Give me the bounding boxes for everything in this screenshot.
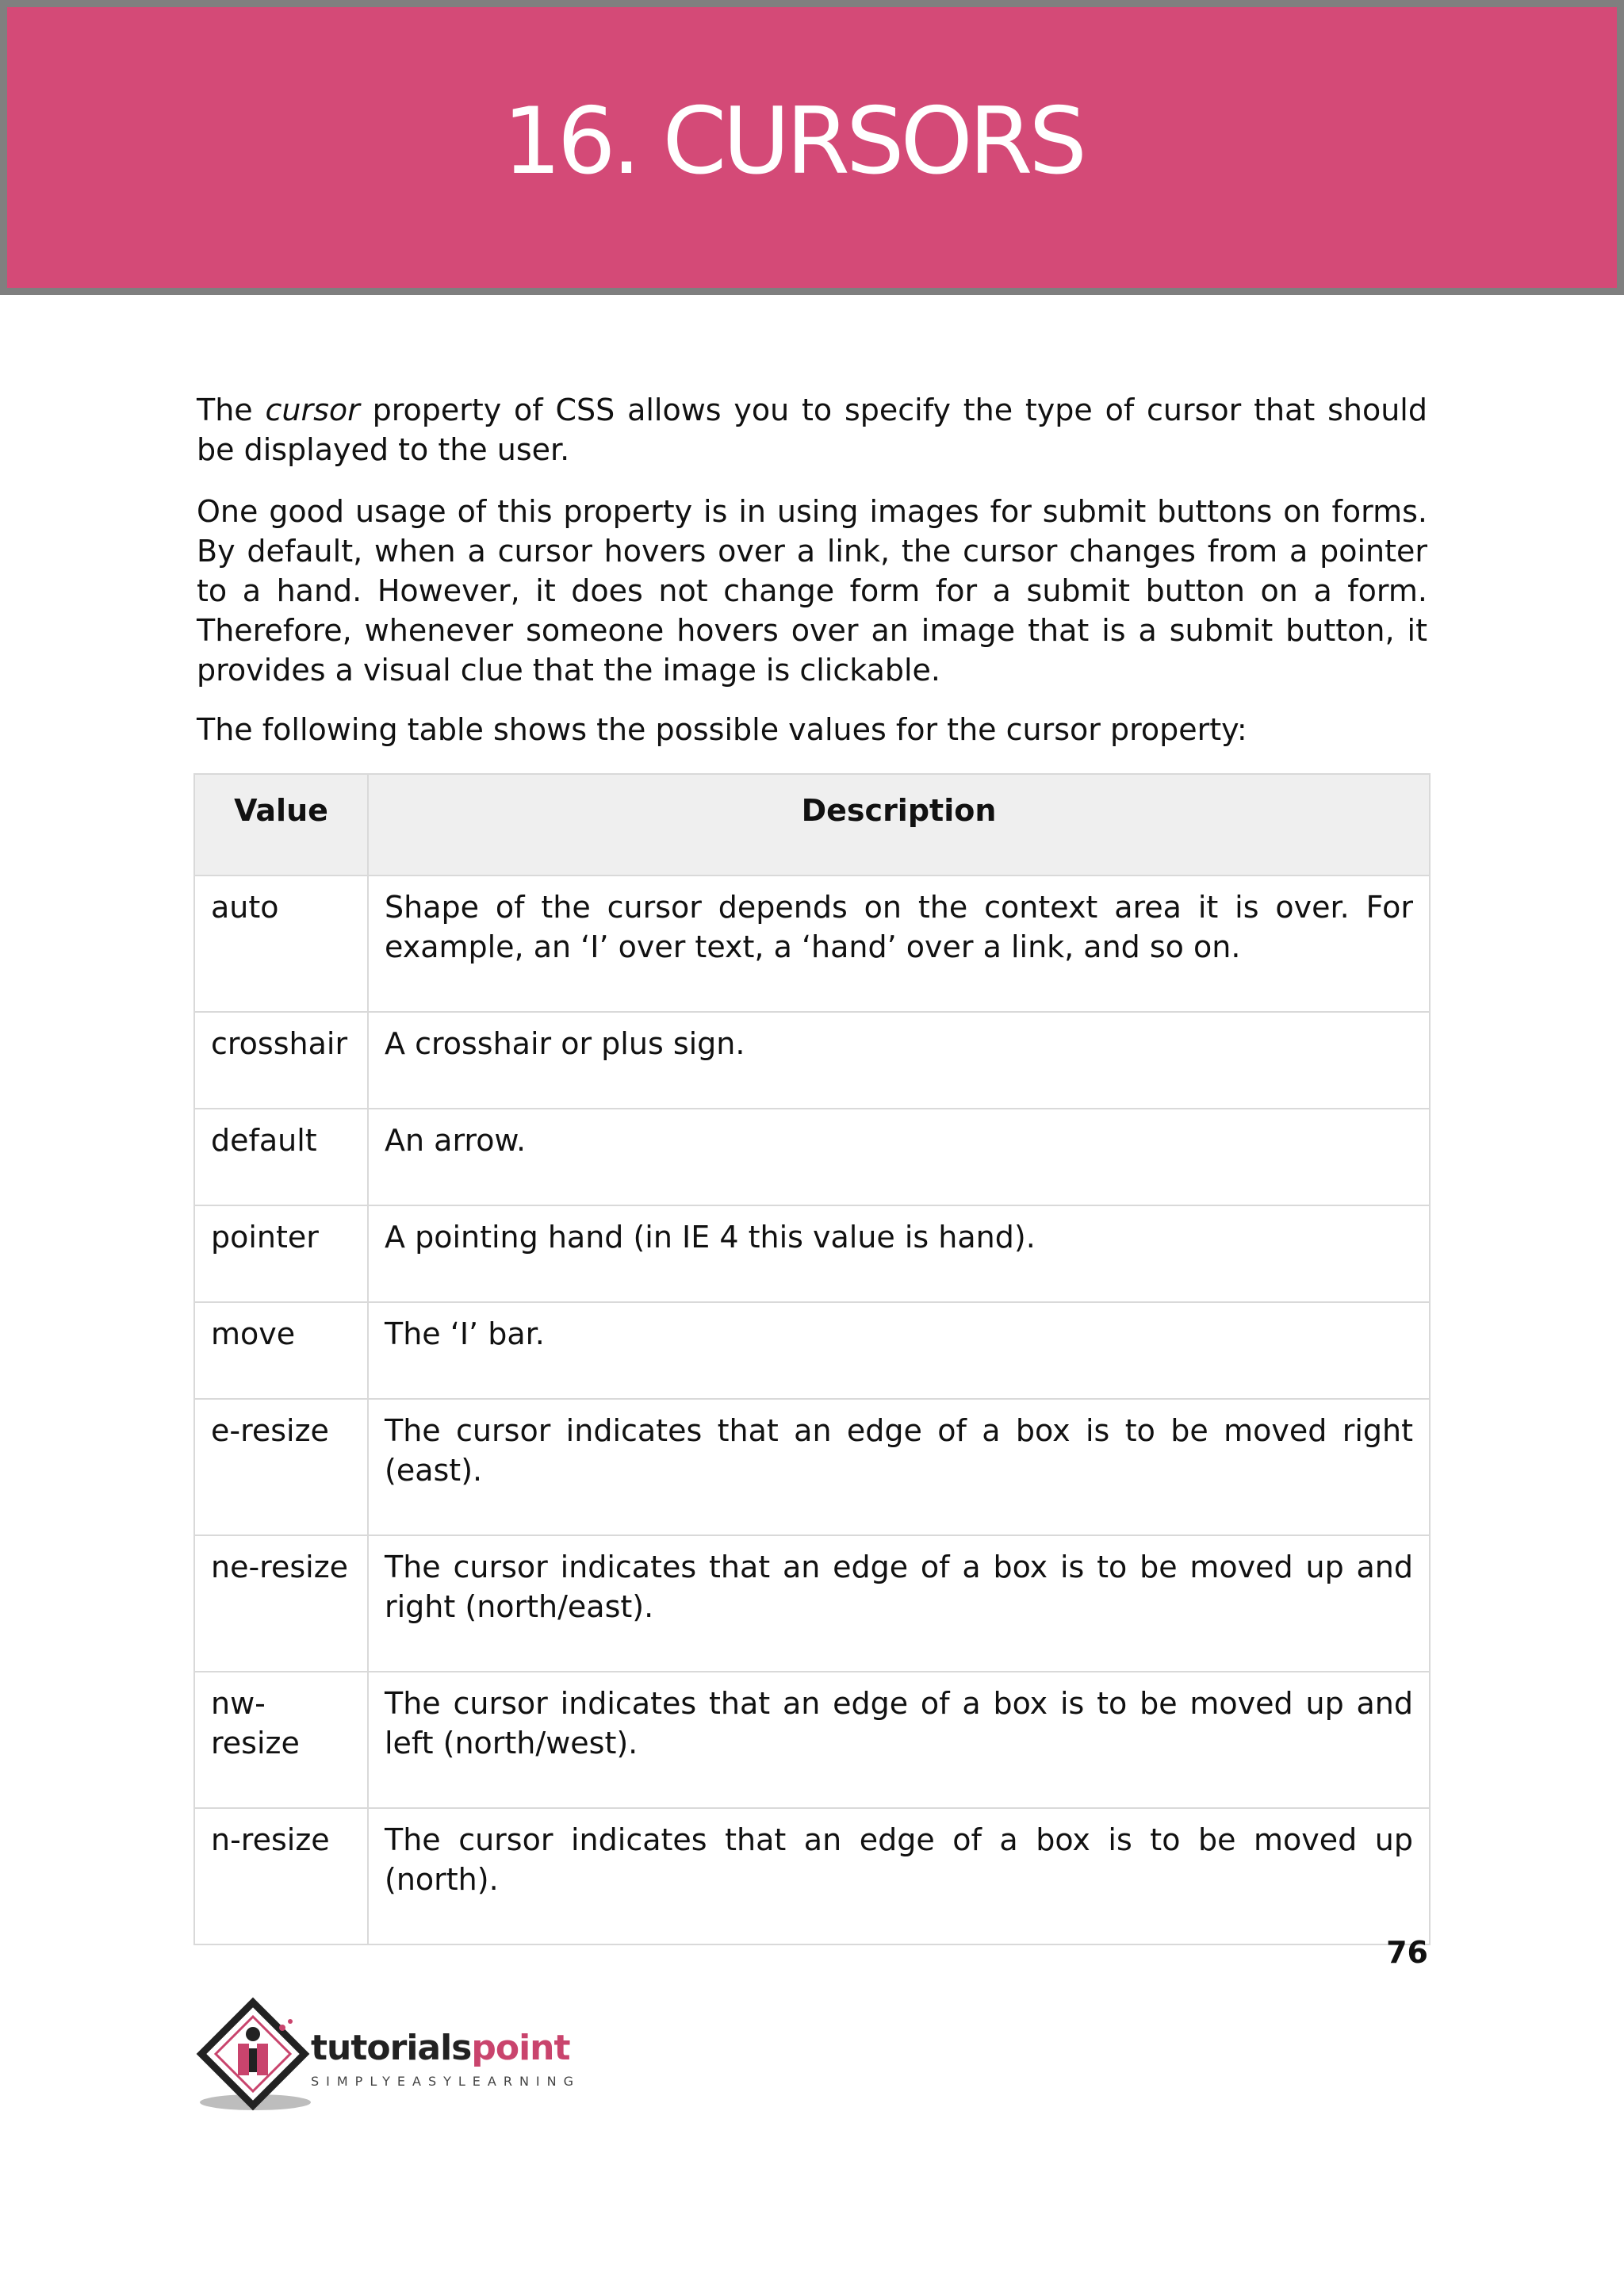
table-row: [194, 1535, 1430, 1672]
intro-text-end: property of CSS allows you to specify the type of cursor that should be displayed to the user.: [197, 393, 1427, 467]
intro-paragraph-2: [197, 492, 1427, 711]
intro-italic-term: cursor: [265, 393, 360, 427]
table-header-row: [194, 774, 1430, 875]
logo-diamond-icon: [193, 1994, 312, 2113]
cell-description: The cursor indicates that an edge of a box is to be moved up and left (north/west).: [368, 1672, 1430, 1808]
cell-value: default: [194, 1109, 368, 1205]
cell-value: crosshair: [194, 1012, 368, 1109]
table-row: [194, 1109, 1430, 1205]
table-row: [194, 1672, 1430, 1808]
intro-paragraph-1: [197, 390, 1427, 491]
header-value: Value: [194, 774, 368, 875]
intro-text-start: The: [197, 393, 266, 427]
table-row: [194, 1399, 1430, 1535]
table-row: [194, 875, 1430, 1012]
header-description: Description: [368, 774, 1430, 875]
intro-paragraph-3-text: The following table shows the possible values for the cursor property:: [197, 712, 1247, 747]
table-row: [194, 1205, 1430, 1302]
cell-description: The ‘I’ bar.: [368, 1302, 1430, 1399]
chapter-title: 16. CURSORS: [503, 88, 1084, 195]
table-row: [194, 1302, 1430, 1399]
cell-value: e-resize: [194, 1399, 368, 1535]
logo-word-2: point: [471, 2028, 570, 2068]
cell-description: An arrow.: [368, 1109, 1430, 1205]
cell-description: Shape of the cursor depends on the context area it is over. For example, an ‘I’ over text, a ‘hand’ over a link, and so on.: [368, 875, 1430, 1012]
cell-description: The cursor indicates that an edge of a box is to be moved up (north).: [368, 1808, 1430, 1944]
logo-tagline: SIMPLYEASYLEARNING: [311, 2074, 581, 2089]
logo-word-1: tutorials: [311, 2028, 472, 2068]
table-row: [194, 1012, 1430, 1109]
cell-value: nw-resize: [194, 1672, 368, 1808]
cell-value: pointer: [194, 1205, 368, 1302]
cell-value: move: [194, 1302, 368, 1399]
chapter-banner: [0, 0, 1624, 295]
page-number: 76: [1386, 1935, 1428, 1970]
cell-value: auto: [194, 875, 368, 1012]
cell-description: A crosshair or plus sign.: [368, 1012, 1430, 1109]
cursor-values-table: [193, 773, 1431, 1945]
tutorialspoint-logo: [193, 1994, 606, 2113]
cell-description: A pointing hand (in IE 4 this value is hand).: [368, 1205, 1430, 1302]
intro-paragraph-3: [197, 710, 1427, 771]
cell-description: The cursor indicates that an edge of a box is to be moved up and right (north/east).: [368, 1535, 1430, 1672]
cell-value: ne-resize: [194, 1535, 368, 1672]
intro-paragraph-2-text: One good usage of this property is in using images for submit buttons on forms. By default, when a cursor hovers over a link, the cursor changes from a pointer to a hand. However, it does not change form for a submit button on a form. Therefore, whenever someone hovers over an image that is a submit button, it provides a visual clue that the image is clickable.: [197, 494, 1427, 688]
cell-value: n-resize: [194, 1808, 368, 1944]
cell-description: The cursor indicates that an edge of a box is to be moved right (east).: [368, 1399, 1430, 1535]
logo-wordmark: [311, 2028, 570, 2068]
table-row: [194, 1808, 1430, 1944]
